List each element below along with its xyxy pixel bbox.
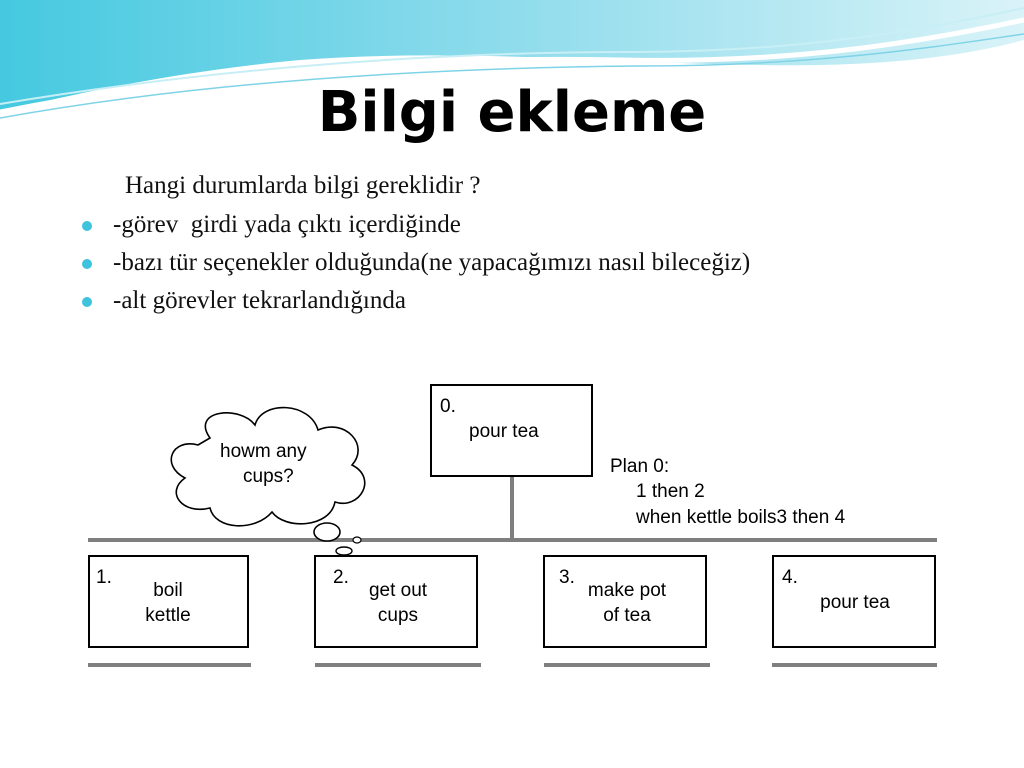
root-task-label: pour tea [469,421,539,442]
plan-line-1: 1 then 2 [636,481,705,502]
subtask-number: 3. [559,567,575,588]
intro-text: Hangi durumlarda bilgi gereklidir ? [125,172,481,199]
slide-title: Bilgi ekleme [317,80,707,145]
subtask-number: 1. [96,567,112,588]
subtask-label-line-2: kettle [145,605,191,626]
subtask-label-line-2: cups [377,605,419,626]
root-task-number: 0. [440,396,456,417]
plan-line-2: when kettle boils3 then 4 [636,507,846,528]
subtask-label-line-1: pour tea [820,592,890,613]
subtask-box-4 [772,556,937,665]
thought-text-line-1: howm any [220,441,307,462]
thought-dot-medium [336,547,352,555]
root-task-box [431,385,592,476]
subtask-number: 4. [782,567,798,588]
bullet-text: -alt görevler tekrarlandığında [113,287,406,314]
subtask-label-line-2: of tea [603,605,651,626]
subtask-label-line-1: get out [368,580,428,601]
subtask-box-2 [315,556,481,665]
subtask-label-line-1: boil [153,580,183,601]
thought-dot-large [314,523,340,541]
thought-bubble [171,408,364,555]
subtask-box-3 [544,556,710,665]
bullet-text: -bazı tür seçenekler olduğunda(ne yapacağımızı nasıl bileceğiz) [113,249,751,276]
bullet-text: -görev girdi yada çıktı içerdiğinde [113,211,461,238]
plan-text [610,456,846,528]
thought-dot-small [353,537,361,543]
subtask-box-1 [88,556,251,665]
thought-text-line-2: cups? [243,466,294,487]
subtask-number: 2. [333,567,349,588]
plan-title: Plan 0: [610,456,670,477]
subtask-label-line-1: make pot [587,580,667,601]
